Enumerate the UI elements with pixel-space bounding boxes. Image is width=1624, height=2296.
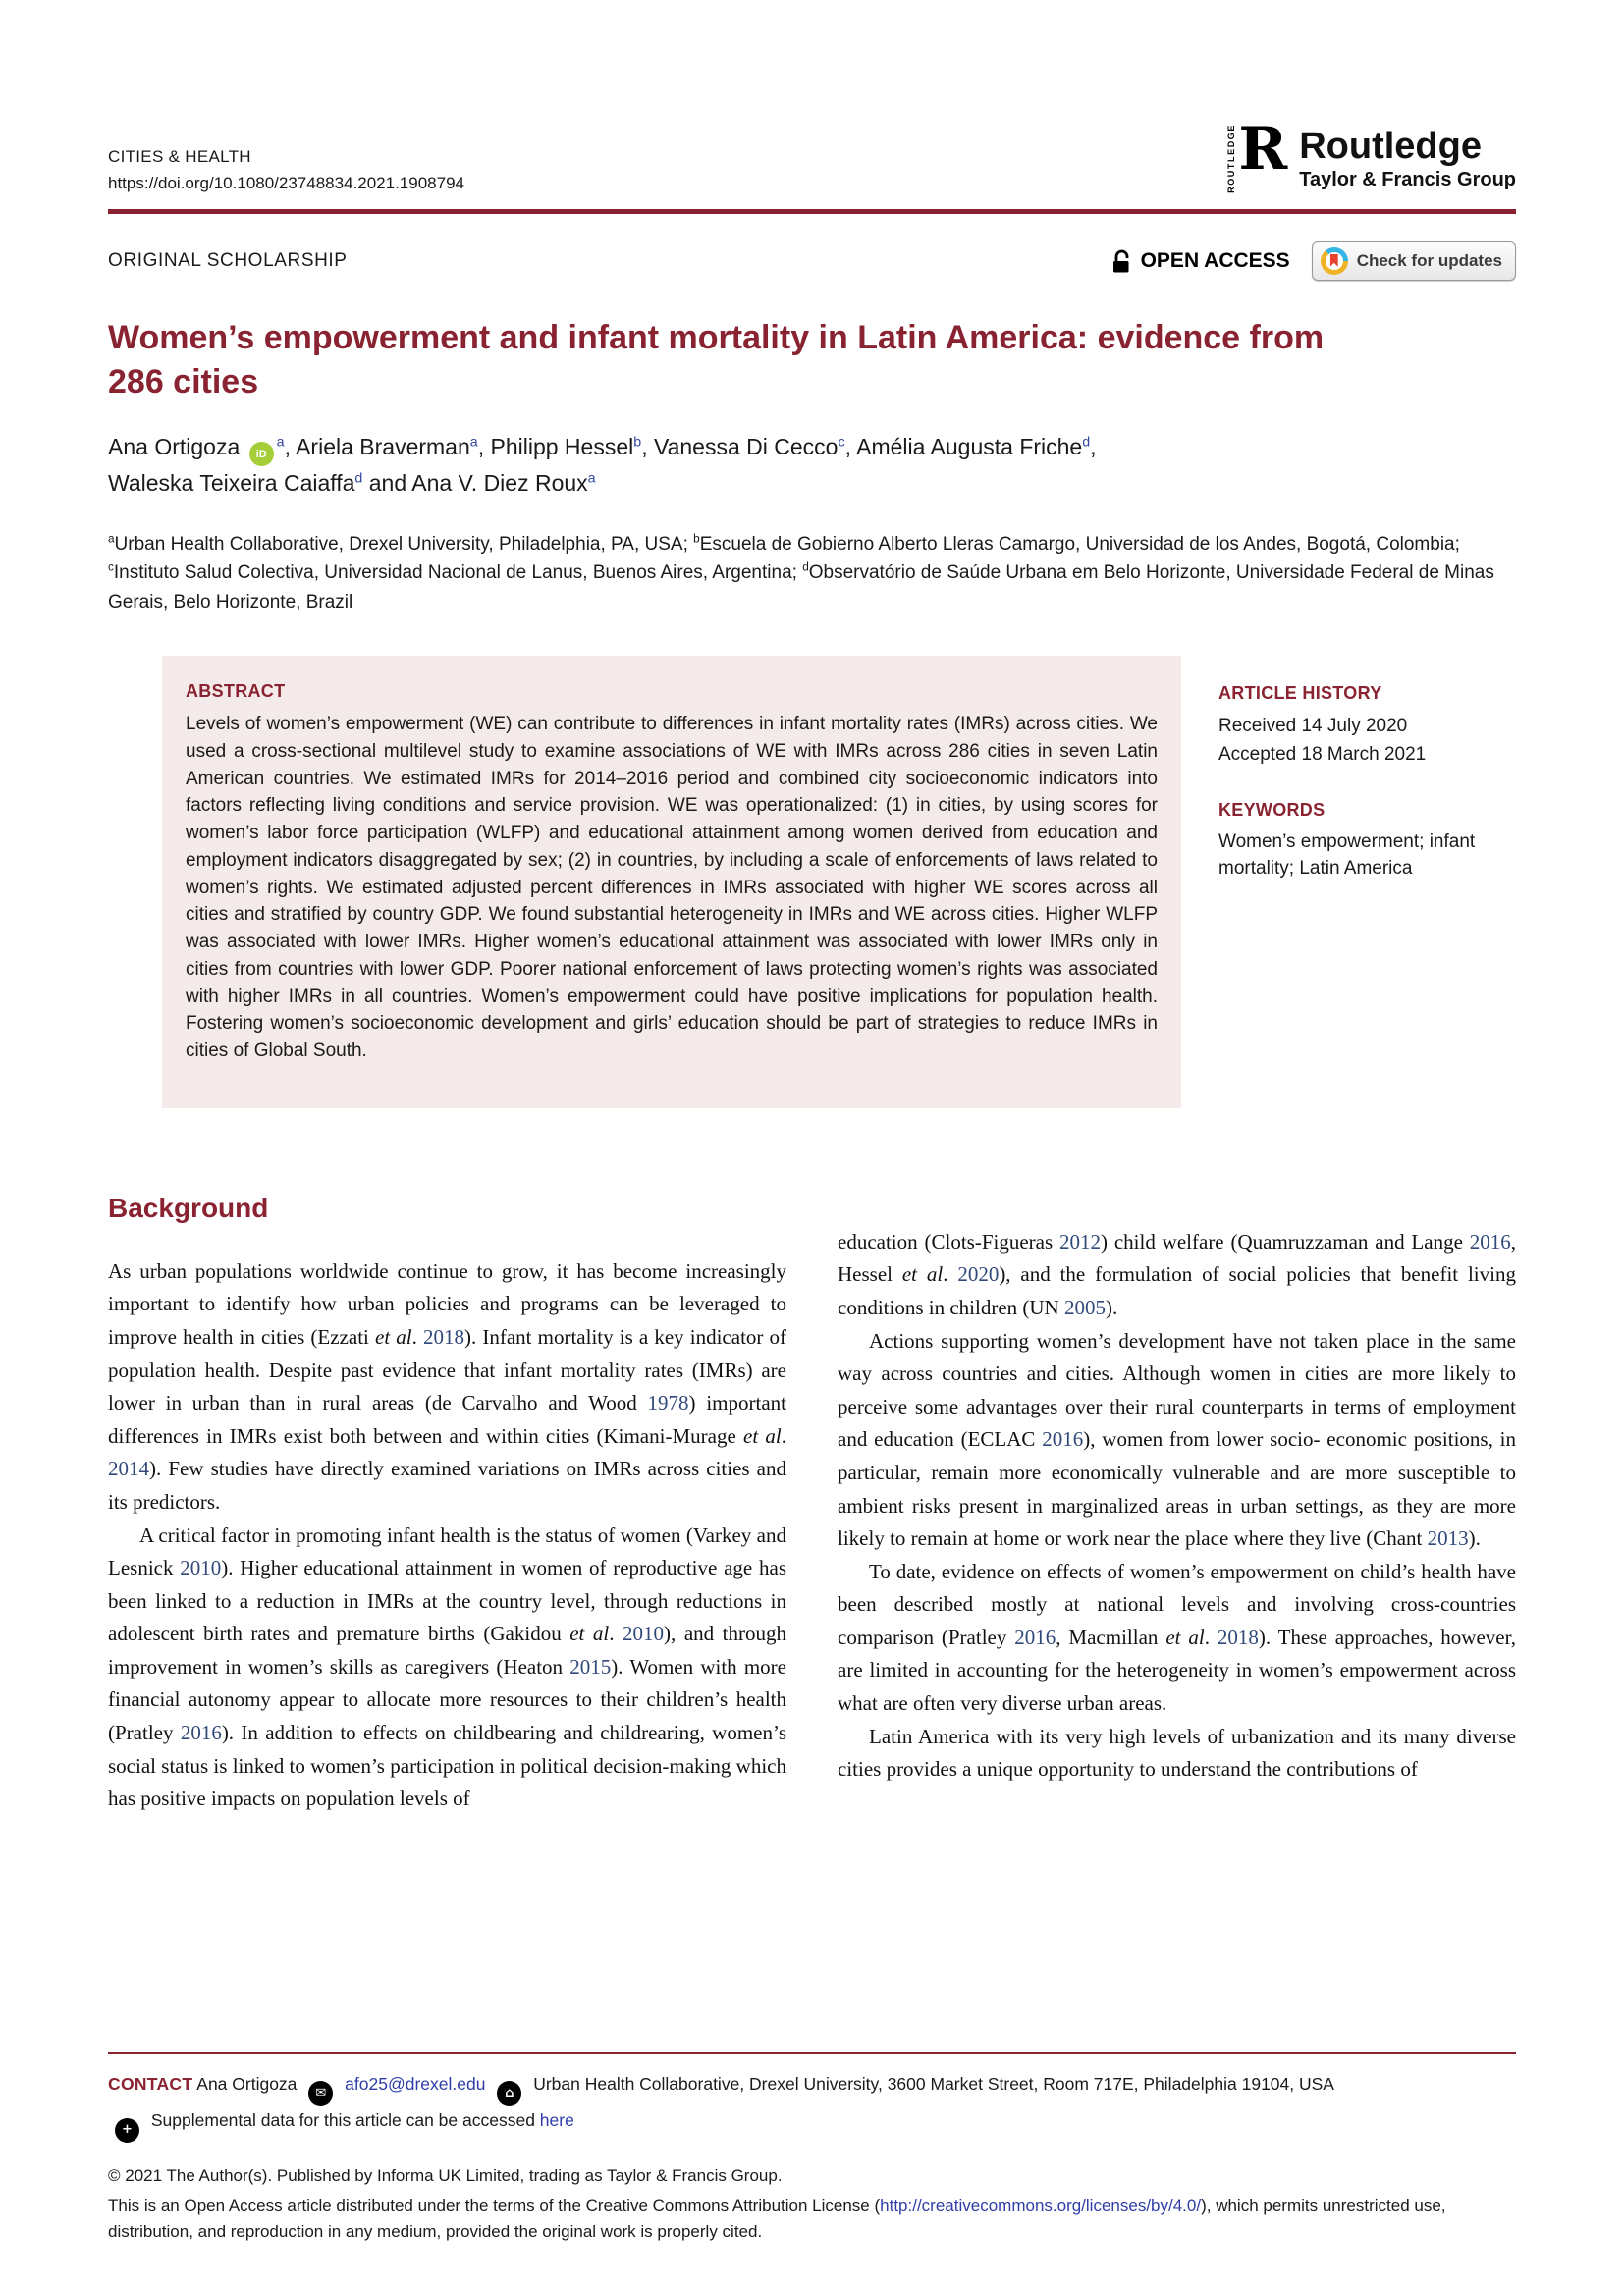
contact-email-link[interactable]: afo25@drexel.edu bbox=[345, 2073, 486, 2094]
journal-name: CITIES & HEALTH bbox=[108, 146, 251, 166]
routledge-logo-mark bbox=[1226, 115, 1288, 193]
meta-badges bbox=[1111, 241, 1516, 281]
routledge-r-glyph: R bbox=[1238, 115, 1288, 184]
citation-link[interactable]: 2020 bbox=[957, 1262, 1000, 1287]
citation-link[interactable]: 2010 bbox=[180, 1556, 222, 1580]
check-for-updates-button[interactable] bbox=[1312, 241, 1516, 281]
citation-link[interactable]: 2005 bbox=[1063, 1295, 1106, 1319]
footer-rule bbox=[108, 2052, 1516, 2054]
left-column bbox=[108, 1193, 786, 1816]
citation-link[interactable]: 2016 bbox=[180, 1721, 222, 1745]
citation-link[interactable]: 2015 bbox=[569, 1654, 612, 1679]
citation-link[interactable]: 2014 bbox=[108, 1457, 149, 1481]
contact-address: Urban Health Collaborative, Drexel University, 3600 Market Street, Room 717E, Philadelphia 19104, USA bbox=[533, 2073, 1334, 2094]
citation-link[interactable]: 2010 bbox=[623, 1622, 665, 1646]
citation-link[interactable]: 1978 bbox=[647, 1391, 689, 1415]
citation-link[interactable]: 2018 bbox=[1217, 1625, 1259, 1649]
email-icon: ✉ bbox=[308, 2081, 333, 2106]
contact-line bbox=[108, 2069, 1516, 2107]
crossmark-icon bbox=[1321, 247, 1348, 275]
supplemental-line bbox=[108, 2106, 1516, 2143]
open-lock-icon bbox=[1111, 248, 1132, 274]
citation-link[interactable]: 2013 bbox=[1427, 1526, 1469, 1551]
meta-row bbox=[108, 241, 1516, 281]
supplemental-data-icon: + bbox=[115, 2118, 139, 2143]
author-list: Ana Ortigoza $iD^a$, Ariela Braverman$^a$, Philipp Hessel$^b$, Vanessa Di Cecco$^c$, Amélia Augusta Friche$^d$, Waleska Teixeira Caiaffa$^d$ and Ana V. Diez Roux$^a$ bbox=[108, 433, 1097, 497]
license-note: This is an Open Access article distributed under the terms of the Creative Commons Attribution License (http://creativecommons.org/licenses/by/4.0/), which permits unrestricted use, distribution, and reproduction in any medium, provided the original work is properly cited. bbox=[108, 2196, 1446, 2241]
open-access-badge bbox=[1111, 248, 1290, 274]
affiliations: $^a$Urban Health Collaborative, Drexel University, Philadelphia, PA, USA; $^b$Escuela de Gobierno Alberto Lleras Camargo, Universidad de los Andes, Bogotá, Colombia; $^c$Instituto Salud Colectiva, Universidad Nacional de Lanus, Buenos Aires, Argentina; $^d$Observatório de Saúde Urbana em Belo Horizonte, Universidade Federal de Minas Gerais, Belo Horizonte, Brazil bbox=[108, 532, 1494, 613]
abstract-heading: ABSTRACT bbox=[186, 681, 286, 702]
abstract-text: Levels of women’s empowerment (WE) can contribute to differences in infant mortality rates (IMRs) across cities. We used a cross-sectional multilevel study to examine associations of WE with IMRs across 286 cities in seven Latin American countries. We estimated IMRs for 2014–2016 period and combined city socioeconomic indicators into factors reflecting living conditions and service provision. WE was operationalized: (1) in cities, by using scores for women’s labor force participation (WLFP) and educational attainment among women derived from education and employment indicators disaggregated by sex; (2) in countries, by including a scale of enforcements of laws related to women’s rights. We estimated adjusted percent differences in IMRs associated with higher WE scores across all cities and stratified by country GDP. We found substantial heterogeneity in IMRs and WE across cities. Higher WLFP was associated with lower IMRs. Higher women’s educational attainment was associated with lower IMRs only in cities from countries with lower GDP. Poorer national enforcement of laws protecting women’s rights was associated with higher IMRs in all countries. Women’s empowerment could have positive implications for population health. Fostering women’s socioeconomic development and girls’ education should be part of strategies to reduce IMRs in cities of Global South. bbox=[186, 714, 1158, 1062]
supplemental-note: Supplemental data for this article can be accessed here bbox=[150, 2110, 574, 2131]
building-icon: ⌂ bbox=[497, 2081, 521, 2106]
orcid-icon: iD bbox=[249, 442, 274, 466]
article-history-panel bbox=[1218, 656, 1493, 1108]
open-access-label: OPEN ACCESS bbox=[1140, 248, 1290, 272]
accepted-date: Accepted 18 March 2021 bbox=[1218, 743, 1427, 765]
doi-link[interactable]: https://doi.org/10.1080/23748834.2021.1908794 bbox=[108, 173, 464, 192]
section-heading-background: Background bbox=[108, 1192, 269, 1223]
abstract-section bbox=[162, 656, 1516, 1108]
header-rule bbox=[108, 209, 1516, 214]
text-link[interactable]: http://creativecommons.org/licenses/by/4.0/ bbox=[880, 2196, 1202, 2216]
page-footer bbox=[108, 2052, 1516, 2245]
article-category: ORIGINAL SCHOLARSHIP bbox=[108, 249, 348, 271]
paragraph: Latin America with its very high levels of urbanization and its many diverse cities provides a unique opportunity to understand the contributions of bbox=[838, 1724, 1516, 1782]
journal-header bbox=[108, 0, 1516, 193]
right-column bbox=[838, 1193, 1516, 1816]
contact-name: Ana Ortigoza bbox=[196, 2073, 298, 2094]
paragraph: A critical factor in promoting infant health is the status of women (Varkey and Lesnick 2010). Higher educational attainment in women of reproductive age has been linked to a reduction in IMRs at the country level, through reductions in adolescent birth rates and premature births (Gakidou et al. 2010), and through improvement in women’s skills as caregivers (Heaton 2015). Women with more financial autonomy appear to allocate more resources to their children’s health (Pratley 2016). In addition to effects on childbearing and childrearing, women’s social status is linked to women’s participation in political decision-making which has positive impacts on population levels of bbox=[108, 1522, 787, 1811]
publisher-group: Taylor & Francis Group bbox=[1299, 168, 1516, 190]
article-history-heading: ARTICLE HISTORY bbox=[1218, 683, 1382, 704]
received-date: Received 14 July 2020 bbox=[1218, 715, 1408, 736]
citation-link[interactable]: 2016 bbox=[1042, 1427, 1084, 1452]
contact-label: CONTACT bbox=[108, 2073, 193, 2094]
keywords: Women’s empowerment; infant mortality; Latin America bbox=[1218, 831, 1476, 880]
citation-link[interactable]: 2018 bbox=[423, 1324, 465, 1349]
publisher-name: Routledge bbox=[1299, 125, 1482, 167]
copyright-line: © 2021 The Author(s). Published by Informa UK Limited, trading as Taylor & Francis Group. bbox=[108, 2166, 783, 2186]
citation-link[interactable]: 2016 bbox=[1014, 1625, 1056, 1649]
publisher-wordmark bbox=[1299, 125, 1516, 190]
keywords-heading: KEYWORDS bbox=[1218, 799, 1326, 820]
citation-link[interactable]: 2016 bbox=[1469, 1229, 1511, 1254]
body-text bbox=[108, 1193, 1516, 1816]
routledge-vertical-text: ROUTLEDGE bbox=[1226, 124, 1237, 193]
paragraph: Actions supporting women’s development have not taken place in the same way across countries and cities. Although women in cities are more likely to perceive some advantages over their rural counterparts in terms of employment and education (ECLAC 2016), women from lower socio- economic positions, in particular, remain more economically vulnerable and are more susceptible to ambient risks present in marginalized areas in urban settings, as they are more likely to remain at home or work near the place where they live (Chant 2013). bbox=[838, 1328, 1516, 1551]
paragraph: education (Clots-Figueras 2012) child welfare (Quamruzzaman and Lange 2016, Hessel et al. 2020), and the formulation of social policies that benefit living conditions in children (UN 2005). bbox=[838, 1229, 1516, 1319]
text-link[interactable]: here bbox=[539, 2110, 574, 2131]
paragraph: As urban populations worldwide continue to grow, it has become increasingly important to identify how urban policies and programs can be leveraged to improve health in cities (Ezzati et al. 2018). Infant mortality is a key indicator of population health. Despite past evidence that infant mortality rates (IMRs) are lower in urban than in rural areas (de Carvalho and Wood 1978) important differences in IMRs exist both between and within cities (Kimani-Murage et al. 2014). Few studies have directly examined variations on IMRs across cities and its predictors. bbox=[108, 1258, 787, 1514]
routledge-logo bbox=[1226, 115, 1516, 193]
citation-link[interactable]: 2012 bbox=[1059, 1229, 1101, 1254]
article-title: Women’s empowerment and infant mortality in Latin America: evidence from 286 cities bbox=[108, 318, 1325, 400]
check-for-updates-label: Check for updates bbox=[1356, 250, 1502, 270]
paragraph: To date, evidence on effects of women’s empowerment on child’s health have been described mostly at national levels and involving cross-countries comparison (Pratley 2016, Macmillan et al. 2018). These approaches, however, are limited in accounting for the heterogeneity in women’s empowerment across what are often very diverse urban areas. bbox=[838, 1559, 1517, 1716]
abstract-box bbox=[162, 656, 1181, 1108]
journal-info bbox=[108, 147, 464, 193]
